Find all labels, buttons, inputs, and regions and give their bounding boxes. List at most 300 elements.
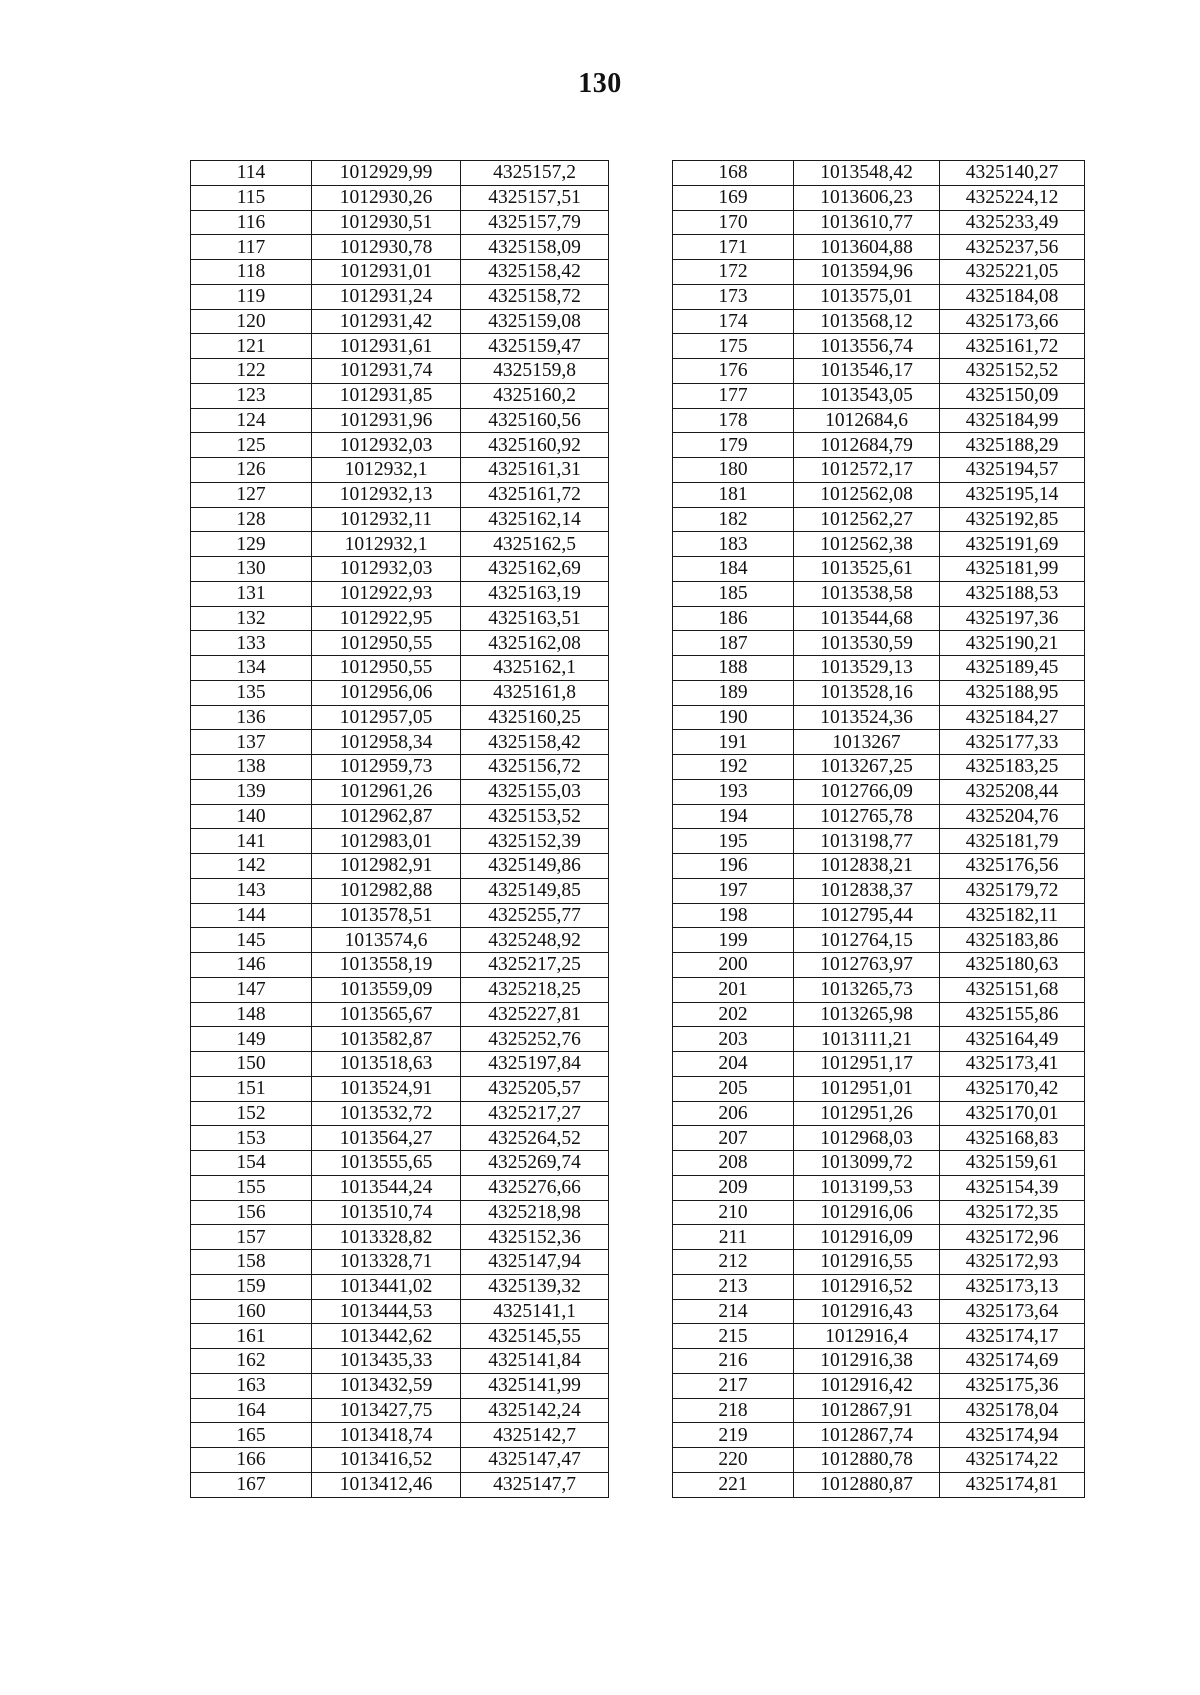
point-number-cell: 120 — [191, 309, 312, 334]
y-coordinate-cell: 4325152,36 — [461, 1225, 609, 1250]
x-coordinate-cell: 1012931,85 — [312, 383, 461, 408]
y-coordinate-cell: 4325178,04 — [940, 1398, 1085, 1423]
point-number-cell: 152 — [191, 1101, 312, 1126]
table-row — [673, 1448, 1085, 1473]
point-number-cell: 159 — [191, 1274, 312, 1299]
y-coordinate-cell: 4325163,51 — [461, 606, 609, 631]
y-coordinate-cell: 4325173,13 — [940, 1274, 1085, 1299]
point-number-cell: 196 — [673, 854, 794, 879]
point-number-cell: 185 — [673, 581, 794, 606]
table-row — [191, 309, 609, 334]
y-coordinate-cell: 4325158,42 — [461, 730, 609, 755]
point-number-cell: 158 — [191, 1250, 312, 1275]
y-coordinate-cell: 4325208,44 — [940, 779, 1085, 804]
y-coordinate-cell: 4325194,57 — [940, 458, 1085, 483]
y-coordinate-cell: 4325151,68 — [940, 977, 1085, 1002]
x-coordinate-cell: 1013555,65 — [312, 1151, 461, 1176]
x-coordinate-cell: 1012766,09 — [794, 779, 940, 804]
x-coordinate-cell: 1012763,97 — [794, 953, 940, 978]
table-row — [191, 1472, 609, 1497]
table-row — [673, 730, 1085, 755]
table-row — [191, 755, 609, 780]
point-number-cell: 197 — [673, 878, 794, 903]
point-number-cell: 117 — [191, 235, 312, 260]
x-coordinate-cell: 1012930,51 — [312, 210, 461, 235]
y-coordinate-cell: 4325269,74 — [461, 1151, 609, 1176]
point-number-cell: 147 — [191, 977, 312, 1002]
table-row — [191, 433, 609, 458]
table-row — [673, 1423, 1085, 1448]
x-coordinate-cell: 1012916,42 — [794, 1373, 940, 1398]
y-coordinate-cell: 4325161,72 — [461, 482, 609, 507]
x-coordinate-cell: 1012931,42 — [312, 309, 461, 334]
table-row — [673, 1299, 1085, 1324]
table-row — [673, 755, 1085, 780]
table-row — [191, 705, 609, 730]
y-coordinate-cell: 4325159,8 — [461, 359, 609, 384]
y-coordinate-cell: 4325141,84 — [461, 1349, 609, 1374]
point-number-cell: 167 — [191, 1472, 312, 1497]
y-coordinate-cell: 4325233,49 — [940, 210, 1085, 235]
y-coordinate-cell: 4325149,86 — [461, 854, 609, 879]
point-number-cell: 217 — [673, 1373, 794, 1398]
table-row — [673, 581, 1085, 606]
point-number-cell: 134 — [191, 656, 312, 681]
point-number-cell: 123 — [191, 383, 312, 408]
y-coordinate-cell: 4325184,99 — [940, 408, 1085, 433]
y-coordinate-cell: 4325158,72 — [461, 284, 609, 309]
point-number-cell: 170 — [673, 210, 794, 235]
x-coordinate-cell: 1012930,78 — [312, 235, 461, 260]
x-coordinate-cell: 1013556,74 — [794, 334, 940, 359]
y-coordinate-cell: 4325217,27 — [461, 1101, 609, 1126]
table-row — [191, 284, 609, 309]
y-coordinate-cell: 4325221,05 — [940, 260, 1085, 285]
y-coordinate-cell: 4325184,08 — [940, 284, 1085, 309]
point-number-cell: 177 — [673, 383, 794, 408]
x-coordinate-cell: 1012931,96 — [312, 408, 461, 433]
point-number-cell: 188 — [673, 656, 794, 681]
coordinates-table-right — [672, 160, 1085, 1498]
x-coordinate-cell: 1013418,74 — [312, 1423, 461, 1448]
x-coordinate-cell: 1012931,61 — [312, 334, 461, 359]
y-coordinate-cell: 4325195,14 — [940, 482, 1085, 507]
x-coordinate-cell: 1012838,21 — [794, 854, 940, 879]
x-coordinate-cell: 1012764,15 — [794, 928, 940, 953]
table-row — [673, 631, 1085, 656]
table-row — [673, 854, 1085, 879]
point-number-cell: 187 — [673, 631, 794, 656]
x-coordinate-cell: 1013565,67 — [312, 1002, 461, 1027]
table-row — [191, 1027, 609, 1052]
y-coordinate-cell: 4325218,25 — [461, 977, 609, 1002]
x-coordinate-cell: 1013099,72 — [794, 1151, 940, 1176]
x-coordinate-cell: 1012562,08 — [794, 482, 940, 507]
table-row — [673, 1175, 1085, 1200]
x-coordinate-cell: 1012959,73 — [312, 755, 461, 780]
x-coordinate-cell: 1013568,12 — [794, 309, 940, 334]
x-coordinate-cell: 1012916,06 — [794, 1200, 940, 1225]
point-number-cell: 141 — [191, 829, 312, 854]
table-row — [191, 779, 609, 804]
table-row — [673, 458, 1085, 483]
point-number-cell: 132 — [191, 606, 312, 631]
x-coordinate-cell: 1012867,91 — [794, 1398, 940, 1423]
x-coordinate-cell: 1012931,01 — [312, 260, 461, 285]
x-coordinate-cell: 1013265,73 — [794, 977, 940, 1002]
table-row — [673, 680, 1085, 705]
point-number-cell: 206 — [673, 1101, 794, 1126]
table-row — [191, 235, 609, 260]
table-row — [673, 953, 1085, 978]
y-coordinate-cell: 4325139,32 — [461, 1274, 609, 1299]
x-coordinate-cell: 1013574,6 — [312, 928, 461, 953]
x-coordinate-cell: 1013427,75 — [312, 1398, 461, 1423]
table-row — [191, 581, 609, 606]
point-number-cell: 135 — [191, 680, 312, 705]
table-row — [673, 185, 1085, 210]
y-coordinate-cell: 4325162,69 — [461, 557, 609, 582]
point-number-cell: 129 — [191, 532, 312, 557]
x-coordinate-cell: 1012929,99 — [312, 161, 461, 186]
table-row — [191, 1423, 609, 1448]
table-row — [191, 482, 609, 507]
point-number-cell: 207 — [673, 1126, 794, 1151]
y-coordinate-cell: 4325152,39 — [461, 829, 609, 854]
point-number-cell: 153 — [191, 1126, 312, 1151]
x-coordinate-cell: 1012922,95 — [312, 606, 461, 631]
table-row — [191, 928, 609, 953]
table-row — [191, 1349, 609, 1374]
point-number-cell: 157 — [191, 1225, 312, 1250]
y-coordinate-cell: 4325192,85 — [940, 507, 1085, 532]
y-coordinate-cell: 4325172,96 — [940, 1225, 1085, 1250]
table-row — [191, 532, 609, 557]
point-number-cell: 155 — [191, 1175, 312, 1200]
point-number-cell: 115 — [191, 185, 312, 210]
table-row — [673, 1002, 1085, 1027]
point-number-cell: 150 — [191, 1052, 312, 1077]
x-coordinate-cell: 1013524,91 — [312, 1076, 461, 1101]
table-row — [673, 210, 1085, 235]
point-number-cell: 154 — [191, 1151, 312, 1176]
point-number-cell: 126 — [191, 458, 312, 483]
x-coordinate-cell: 1013524,36 — [794, 705, 940, 730]
point-number-cell: 163 — [191, 1373, 312, 1398]
table-row — [191, 1076, 609, 1101]
table-row — [191, 878, 609, 903]
x-coordinate-cell: 1012932,1 — [312, 458, 461, 483]
x-coordinate-cell: 1013548,42 — [794, 161, 940, 186]
point-number-cell: 191 — [673, 730, 794, 755]
point-number-cell: 125 — [191, 433, 312, 458]
x-coordinate-cell: 1012562,38 — [794, 532, 940, 557]
y-coordinate-cell: 4325157,2 — [461, 161, 609, 186]
y-coordinate-cell: 4325162,5 — [461, 532, 609, 557]
point-number-cell: 143 — [191, 878, 312, 903]
point-number-cell: 136 — [191, 705, 312, 730]
point-number-cell: 173 — [673, 284, 794, 309]
x-coordinate-cell: 1012961,26 — [312, 779, 461, 804]
x-coordinate-cell: 1013610,77 — [794, 210, 940, 235]
table-row — [191, 730, 609, 755]
x-coordinate-cell: 1013435,33 — [312, 1349, 461, 1374]
y-coordinate-cell: 4325155,86 — [940, 1002, 1085, 1027]
table-row — [191, 383, 609, 408]
point-number-cell: 142 — [191, 854, 312, 879]
table-row — [673, 408, 1085, 433]
y-coordinate-cell: 4325163,19 — [461, 581, 609, 606]
y-coordinate-cell: 4325162,14 — [461, 507, 609, 532]
table-row — [191, 1002, 609, 1027]
y-coordinate-cell: 4325177,33 — [940, 730, 1085, 755]
x-coordinate-cell: 1013432,59 — [312, 1373, 461, 1398]
x-coordinate-cell: 1013444,53 — [312, 1299, 461, 1324]
y-coordinate-cell: 4325188,53 — [940, 581, 1085, 606]
y-coordinate-cell: 4325174,22 — [940, 1448, 1085, 1473]
point-number-cell: 190 — [673, 705, 794, 730]
x-coordinate-cell: 1013510,74 — [312, 1200, 461, 1225]
y-coordinate-cell: 4325147,7 — [461, 1472, 609, 1497]
table-row — [191, 1250, 609, 1275]
point-number-cell: 122 — [191, 359, 312, 384]
point-number-cell: 189 — [673, 680, 794, 705]
table-row — [191, 804, 609, 829]
y-coordinate-cell: 4325264,52 — [461, 1126, 609, 1151]
y-coordinate-cell: 4325218,98 — [461, 1200, 609, 1225]
table-row — [191, 1299, 609, 1324]
point-number-cell: 214 — [673, 1299, 794, 1324]
x-coordinate-cell: 1013111,21 — [794, 1027, 940, 1052]
table-row — [191, 1101, 609, 1126]
point-number-cell: 148 — [191, 1002, 312, 1027]
x-coordinate-cell: 1013529,13 — [794, 656, 940, 681]
point-number-cell: 180 — [673, 458, 794, 483]
y-coordinate-cell: 4325141,1 — [461, 1299, 609, 1324]
x-coordinate-cell: 1013528,16 — [794, 680, 940, 705]
y-coordinate-cell: 4325181,79 — [940, 829, 1085, 854]
point-number-cell: 128 — [191, 507, 312, 532]
y-coordinate-cell: 4325197,84 — [461, 1052, 609, 1077]
x-coordinate-cell: 1013546,17 — [794, 359, 940, 384]
table-row — [673, 383, 1085, 408]
point-number-cell: 211 — [673, 1225, 794, 1250]
x-coordinate-cell: 1013604,88 — [794, 235, 940, 260]
y-coordinate-cell: 4325190,21 — [940, 631, 1085, 656]
point-number-cell: 175 — [673, 334, 794, 359]
point-number-cell: 176 — [673, 359, 794, 384]
table-row — [673, 1052, 1085, 1077]
y-coordinate-cell: 4325174,94 — [940, 1423, 1085, 1448]
table-row — [673, 1151, 1085, 1176]
point-number-cell: 200 — [673, 953, 794, 978]
x-coordinate-cell: 1013442,62 — [312, 1324, 461, 1349]
table-row — [673, 260, 1085, 285]
table-row — [191, 1200, 609, 1225]
y-coordinate-cell: 4325147,47 — [461, 1448, 609, 1473]
point-number-cell: 199 — [673, 928, 794, 953]
point-number-cell: 124 — [191, 408, 312, 433]
table-row — [673, 1373, 1085, 1398]
point-number-cell: 116 — [191, 210, 312, 235]
x-coordinate-cell: 1013606,23 — [794, 185, 940, 210]
x-coordinate-cell: 1013265,98 — [794, 1002, 940, 1027]
y-coordinate-cell: 4325160,92 — [461, 433, 609, 458]
table-row — [673, 829, 1085, 854]
table-row — [191, 557, 609, 582]
point-number-cell: 203 — [673, 1027, 794, 1052]
x-coordinate-cell: 1012916,4 — [794, 1324, 940, 1349]
x-coordinate-cell: 1012922,93 — [312, 581, 461, 606]
y-coordinate-cell: 4325168,83 — [940, 1126, 1085, 1151]
point-number-cell: 121 — [191, 334, 312, 359]
y-coordinate-cell: 4325188,29 — [940, 433, 1085, 458]
y-coordinate-cell: 4325170,42 — [940, 1076, 1085, 1101]
point-number-cell: 174 — [673, 309, 794, 334]
table-row — [673, 1324, 1085, 1349]
x-coordinate-cell: 1013518,63 — [312, 1052, 461, 1077]
y-coordinate-cell: 4325174,69 — [940, 1349, 1085, 1374]
point-number-cell: 195 — [673, 829, 794, 854]
x-coordinate-cell: 1013559,09 — [312, 977, 461, 1002]
x-coordinate-cell: 1012962,87 — [312, 804, 461, 829]
x-coordinate-cell: 1013564,27 — [312, 1126, 461, 1151]
y-coordinate-cell: 4325162,1 — [461, 656, 609, 681]
x-coordinate-cell: 1012765,78 — [794, 804, 940, 829]
point-number-cell: 184 — [673, 557, 794, 582]
y-coordinate-cell: 4325164,49 — [940, 1027, 1085, 1052]
table-row — [673, 1225, 1085, 1250]
point-number-cell: 133 — [191, 631, 312, 656]
coordinates-table-left — [190, 160, 609, 1498]
table-row — [673, 1398, 1085, 1423]
table-row — [191, 408, 609, 433]
table-row — [191, 1324, 609, 1349]
y-coordinate-cell: 4325158,09 — [461, 235, 609, 260]
x-coordinate-cell: 1012958,34 — [312, 730, 461, 755]
x-coordinate-cell: 1012684,79 — [794, 433, 940, 458]
y-coordinate-cell: 4325145,55 — [461, 1324, 609, 1349]
x-coordinate-cell: 1013199,53 — [794, 1175, 940, 1200]
x-coordinate-cell: 1013544,24 — [312, 1175, 461, 1200]
y-coordinate-cell: 4325149,85 — [461, 878, 609, 903]
table-row — [191, 1175, 609, 1200]
point-number-cell: 114 — [191, 161, 312, 186]
x-coordinate-cell: 1012951,01 — [794, 1076, 940, 1101]
table-row — [673, 903, 1085, 928]
x-coordinate-cell: 1013267 — [794, 730, 940, 755]
y-coordinate-cell: 4325159,08 — [461, 309, 609, 334]
x-coordinate-cell: 1013578,51 — [312, 903, 461, 928]
x-coordinate-cell: 1012951,26 — [794, 1101, 940, 1126]
x-coordinate-cell: 1013582,87 — [312, 1027, 461, 1052]
y-coordinate-cell: 4325155,03 — [461, 779, 609, 804]
page-number: 130 — [578, 68, 622, 99]
x-coordinate-cell: 1012916,43 — [794, 1299, 940, 1324]
x-coordinate-cell: 1012932,03 — [312, 433, 461, 458]
table-row — [673, 656, 1085, 681]
x-coordinate-cell: 1013412,46 — [312, 1472, 461, 1497]
point-number-cell: 161 — [191, 1324, 312, 1349]
y-coordinate-cell: 4325173,41 — [940, 1052, 1085, 1077]
y-coordinate-cell: 4325205,57 — [461, 1076, 609, 1101]
point-number-cell: 179 — [673, 433, 794, 458]
y-coordinate-cell: 4325157,51 — [461, 185, 609, 210]
y-coordinate-cell: 4325237,56 — [940, 235, 1085, 260]
table-row — [191, 631, 609, 656]
y-coordinate-cell: 4325227,81 — [461, 1002, 609, 1027]
x-coordinate-cell: 1012880,87 — [794, 1472, 940, 1497]
x-coordinate-cell: 1013416,52 — [312, 1448, 461, 1473]
table-row — [673, 1076, 1085, 1101]
x-coordinate-cell: 1012795,44 — [794, 903, 940, 928]
point-number-cell: 204 — [673, 1052, 794, 1077]
point-number-cell: 183 — [673, 532, 794, 557]
table-row — [673, 235, 1085, 260]
table-row — [191, 359, 609, 384]
table-row — [191, 829, 609, 854]
y-coordinate-cell: 4325152,52 — [940, 359, 1085, 384]
point-number-cell: 171 — [673, 235, 794, 260]
x-coordinate-cell: 1013558,19 — [312, 953, 461, 978]
point-number-cell: 164 — [191, 1398, 312, 1423]
x-coordinate-cell: 1012931,24 — [312, 284, 461, 309]
point-number-cell: 160 — [191, 1299, 312, 1324]
point-number-cell: 219 — [673, 1423, 794, 1448]
table-row — [673, 161, 1085, 186]
y-coordinate-cell: 4325156,72 — [461, 755, 609, 780]
x-coordinate-cell: 1012916,52 — [794, 1274, 940, 1299]
y-coordinate-cell: 4325157,79 — [461, 210, 609, 235]
table-row — [191, 1448, 609, 1473]
point-number-cell: 210 — [673, 1200, 794, 1225]
x-coordinate-cell: 1013538,58 — [794, 581, 940, 606]
table-row — [673, 1274, 1085, 1299]
y-coordinate-cell: 4325217,25 — [461, 953, 609, 978]
point-number-cell: 205 — [673, 1076, 794, 1101]
table-row — [673, 779, 1085, 804]
table-row — [673, 977, 1085, 1002]
table-row — [673, 1200, 1085, 1225]
x-coordinate-cell: 1012932,1 — [312, 532, 461, 557]
table-row — [673, 1472, 1085, 1497]
y-coordinate-cell: 4325174,81 — [940, 1472, 1085, 1497]
x-coordinate-cell: 1012968,03 — [794, 1126, 940, 1151]
point-number-cell: 130 — [191, 557, 312, 582]
y-coordinate-cell: 4325182,11 — [940, 903, 1085, 928]
y-coordinate-cell: 4325174,17 — [940, 1324, 1085, 1349]
point-number-cell: 212 — [673, 1250, 794, 1275]
table-row — [673, 606, 1085, 631]
point-number-cell: 119 — [191, 284, 312, 309]
x-coordinate-cell: 1013267,25 — [794, 755, 940, 780]
table-row — [673, 309, 1085, 334]
point-number-cell: 156 — [191, 1200, 312, 1225]
x-coordinate-cell: 1012572,17 — [794, 458, 940, 483]
x-coordinate-cell: 1013575,01 — [794, 284, 940, 309]
point-number-cell: 209 — [673, 1175, 794, 1200]
x-coordinate-cell: 1013594,96 — [794, 260, 940, 285]
y-coordinate-cell: 4325161,8 — [461, 680, 609, 705]
table-row — [191, 1151, 609, 1176]
y-coordinate-cell: 4325183,86 — [940, 928, 1085, 953]
table-row — [191, 953, 609, 978]
table-row — [673, 804, 1085, 829]
table-row — [673, 1349, 1085, 1374]
x-coordinate-cell: 1012983,01 — [312, 829, 461, 854]
x-coordinate-cell: 1012916,09 — [794, 1225, 940, 1250]
table-row — [191, 1373, 609, 1398]
